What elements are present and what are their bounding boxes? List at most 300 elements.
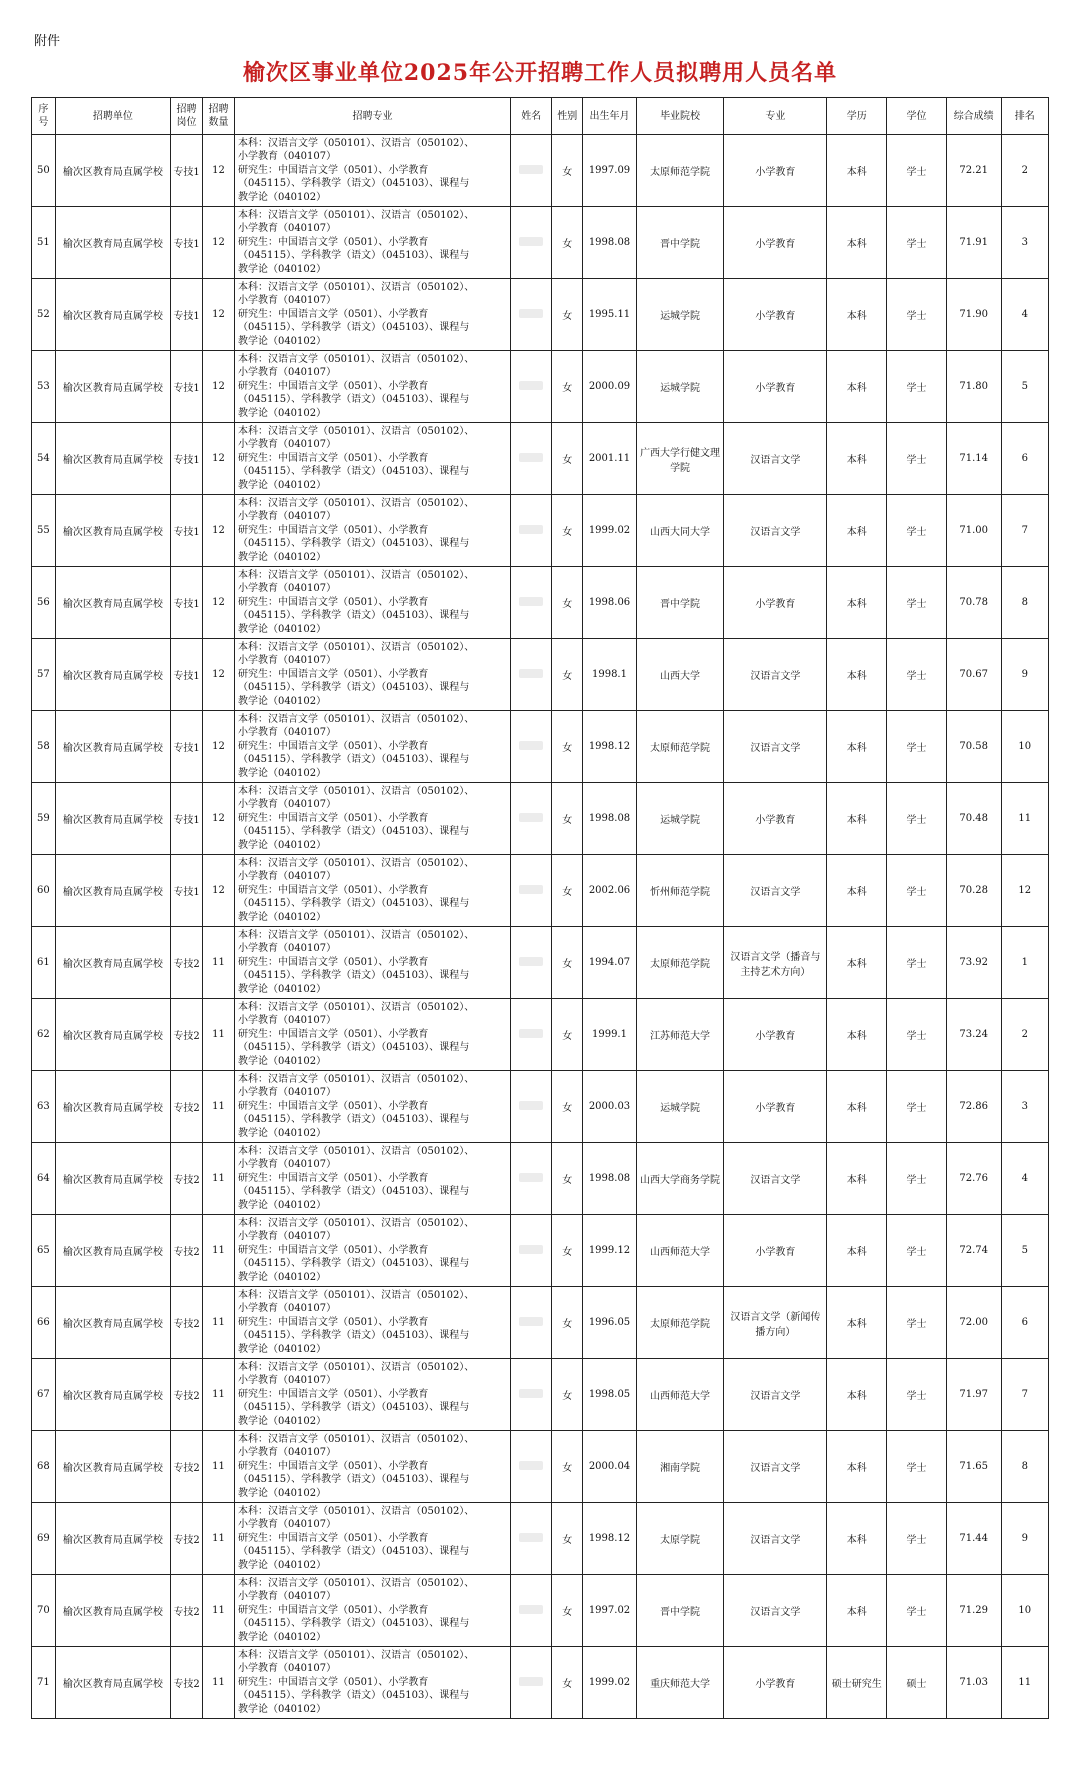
recruit-major-line: 教学论（040102）	[237, 1703, 327, 1715]
cell-seq: 61	[32, 927, 56, 999]
cell-rank: 7	[1001, 1359, 1049, 1431]
recruit-major-line: （045115）、学科教学（语文）（045103）、课程与	[237, 1546, 470, 1558]
recruit-major-line: （045115）、学科教学（语文）（045103）、课程与	[237, 682, 470, 694]
cell-gender: 女	[552, 1143, 583, 1215]
redacted-name	[519, 309, 543, 318]
cell-score: 71.00	[946, 495, 1001, 567]
cell-unit: 榆次区教育局直属学校	[55, 999, 170, 1071]
cell-name	[511, 1575, 552, 1647]
redacted-name	[519, 525, 543, 534]
cell-school: 湘南学院	[636, 1431, 724, 1503]
cell-major: 小学教育	[724, 1647, 827, 1719]
cell-unit: 榆次区教育局直属学校	[55, 495, 170, 567]
cell-school: 山西大同大学	[636, 495, 724, 567]
recruit-major-line: 研究生：中国语言文学（0501）、小学教育	[237, 1460, 429, 1472]
cell-major: 汉语言文学	[724, 1575, 827, 1647]
recruit-major-line: 小学教育（040107）	[237, 871, 337, 883]
cell-name	[511, 855, 552, 927]
cell-degree: 学士	[887, 711, 947, 783]
cell-degree: 学士	[887, 783, 947, 855]
table-row	[32, 135, 1049, 207]
cell-recruit-major	[234, 999, 510, 1071]
redacted-name	[519, 885, 543, 894]
cell-major: 汉语言文学	[724, 1143, 827, 1215]
cell-birth: 1997.09	[583, 135, 637, 207]
cell-count: 12	[203, 207, 235, 279]
cell-education: 本科	[827, 783, 887, 855]
cell-major: 汉语言文学	[724, 855, 827, 927]
cell-degree: 学士	[887, 855, 947, 927]
table-row	[32, 1071, 1049, 1143]
recruit-major-line: 研究生：中国语言文学（0501）、小学教育	[237, 524, 429, 536]
redacted-name	[519, 237, 543, 246]
cell-count: 11	[203, 1071, 235, 1143]
cell-gender: 女	[552, 423, 583, 495]
cell-education: 硕士研究生	[827, 1647, 887, 1719]
redacted-name	[519, 1101, 543, 1110]
redacted-name	[519, 1533, 543, 1542]
recruit-major-line: 研究生：中国语言文学（0501）、小学教育	[237, 812, 429, 824]
recruit-major-line: （045115）、学科教学（语文）（045103）、课程与	[237, 322, 470, 334]
cell-post: 专技2	[171, 1287, 203, 1359]
recruit-major-line: 本科：汉语言文学（050101）、汉语言（050102）、	[237, 1217, 475, 1229]
cell-degree: 学士	[887, 207, 947, 279]
cell-major: 小学教育	[724, 279, 827, 351]
cell-rank: 7	[1001, 495, 1049, 567]
cell-count: 12	[203, 639, 235, 711]
recruit-major-line: 研究生：中国语言文学（0501）、小学教育	[237, 164, 429, 176]
recruit-major-line: （045115）、学科教学（语文）（045103）、课程与	[237, 178, 470, 190]
recruit-major-line: 研究生：中国语言文学（0501）、小学教育	[237, 956, 429, 968]
recruit-major-line: 小学教育（040107）	[237, 1015, 337, 1027]
cell-rank: 4	[1001, 279, 1049, 351]
recruit-major-line: 小学教育（040107）	[237, 583, 337, 595]
cell-gender: 女	[552, 1503, 583, 1575]
table-row	[32, 1359, 1049, 1431]
cell-school: 晋中学院	[636, 1575, 724, 1647]
table-row	[32, 567, 1049, 639]
recruit-major-line: 教学论（040102）	[237, 1487, 327, 1499]
cell-education: 本科	[827, 711, 887, 783]
column-header-gender: 性别	[552, 98, 583, 135]
cell-gender: 女	[552, 1215, 583, 1287]
recruit-major-line: 本科：汉语言文学（050101）、汉语言（050102）、	[237, 857, 475, 869]
cell-birth: 2000.03	[583, 1071, 637, 1143]
cell-birth: 1998.1	[583, 639, 637, 711]
cell-name	[511, 351, 552, 423]
cell-post: 专技1	[171, 135, 203, 207]
recruit-major-line: （045115）、学科教学（语文）（045103）、课程与	[237, 1690, 470, 1702]
cell-rank: 10	[1001, 1575, 1049, 1647]
cell-education: 本科	[827, 1071, 887, 1143]
cell-education: 本科	[827, 351, 887, 423]
cell-education: 本科	[827, 1503, 887, 1575]
cell-school: 太原师范学院	[636, 927, 724, 999]
recruit-major-line: 研究生：中国语言文学（0501）、小学教育	[237, 668, 429, 680]
recruit-major-line: 小学教育（040107）	[237, 439, 337, 451]
recruit-major-line: 小学教育（040107）	[237, 1591, 337, 1603]
recruit-major-line: 教学论（040102）	[237, 1415, 327, 1427]
recruit-major-line: 研究生：中国语言文学（0501）、小学教育	[237, 740, 429, 752]
cell-score: 72.76	[946, 1143, 1001, 1215]
cell-seq: 69	[32, 1503, 56, 1575]
cell-seq: 62	[32, 999, 56, 1071]
cell-recruit-major	[234, 135, 510, 207]
column-header-count: 招聘数量	[203, 98, 235, 135]
cell-education: 本科	[827, 495, 887, 567]
cell-unit: 榆次区教育局直属学校	[55, 351, 170, 423]
cell-unit: 榆次区教育局直属学校	[55, 1071, 170, 1143]
cell-birth: 2002.06	[583, 855, 637, 927]
cell-seq: 51	[32, 207, 56, 279]
cell-birth: 1999.12	[583, 1215, 637, 1287]
cell-count: 11	[203, 1647, 235, 1719]
cell-education: 本科	[827, 135, 887, 207]
recruit-major-line: 本科：汉语言文学（050101）、汉语言（050102）、	[237, 1361, 475, 1373]
cell-post: 专技2	[171, 1143, 203, 1215]
cell-gender: 女	[552, 207, 583, 279]
cell-name	[511, 279, 552, 351]
cell-seq: 59	[32, 783, 56, 855]
recruit-major-line: 小学教育（040107）	[237, 223, 337, 235]
recruit-major-line: （045115）、学科教学（语文）（045103）、课程与	[237, 1474, 470, 1486]
redacted-name	[519, 741, 543, 750]
redacted-name	[519, 1317, 543, 1326]
cell-education: 本科	[827, 927, 887, 999]
column-header-post: 招聘岗位	[171, 98, 203, 135]
column-header-score: 综合成绩	[946, 98, 1001, 135]
cell-degree: 学士	[887, 1287, 947, 1359]
recruit-major-line: 本科：汉语言文学（050101）、汉语言（050102）、	[237, 1577, 475, 1589]
recruit-major-line: 本科：汉语言文学（050101）、汉语言（050102）、	[237, 497, 475, 509]
recruit-major-line: 教学论（040102）	[237, 191, 327, 203]
cell-degree: 学士	[887, 639, 947, 711]
cell-recruit-major	[234, 567, 510, 639]
column-header-unit: 招聘单位	[55, 98, 170, 135]
cell-birth: 1998.12	[583, 1503, 637, 1575]
cell-major: 小学教育	[724, 135, 827, 207]
cell-major: 汉语言文学	[724, 639, 827, 711]
cell-post: 专技1	[171, 279, 203, 351]
cell-seq: 58	[32, 711, 56, 783]
recruit-major-line: 小学教育（040107）	[237, 1663, 337, 1675]
table-row	[32, 1575, 1049, 1647]
cell-birth: 1999.02	[583, 495, 637, 567]
recruit-major-line: 教学论（040102）	[237, 1631, 327, 1643]
cell-seq: 63	[32, 1071, 56, 1143]
cell-school: 江苏师范大学	[636, 999, 724, 1071]
cell-seq: 68	[32, 1431, 56, 1503]
table-row	[32, 639, 1049, 711]
recruit-major-line: 本科：汉语言文学（050101）、汉语言（050102）、	[237, 785, 475, 797]
cell-name	[511, 567, 552, 639]
cell-school: 太原师范学院	[636, 711, 724, 783]
cell-name	[511, 207, 552, 279]
cell-gender: 女	[552, 1431, 583, 1503]
recruit-major-line: （045115）、学科教学（语文）（045103）、课程与	[237, 1402, 470, 1414]
cell-rank: 6	[1001, 1287, 1049, 1359]
cell-school: 晋中学院	[636, 207, 724, 279]
cell-rank: 10	[1001, 711, 1049, 783]
cell-post: 专技2	[171, 1215, 203, 1287]
cell-degree: 学士	[887, 495, 947, 567]
column-header-recruit-major: 招聘专业	[234, 98, 510, 135]
cell-unit: 榆次区教育局直属学校	[55, 927, 170, 999]
cell-recruit-major	[234, 711, 510, 783]
cell-birth: 1997.02	[583, 1575, 637, 1647]
cell-gender: 女	[552, 351, 583, 423]
cell-seq: 54	[32, 423, 56, 495]
recruit-major-line: 小学教育（040107）	[237, 1447, 337, 1459]
cell-birth: 2001.11	[583, 423, 637, 495]
redacted-name	[519, 1245, 543, 1254]
cell-birth: 1998.12	[583, 711, 637, 783]
cell-count: 11	[203, 1287, 235, 1359]
cell-birth: 2000.09	[583, 351, 637, 423]
cell-major: 小学教育	[724, 567, 827, 639]
cell-count: 12	[203, 495, 235, 567]
cell-count: 12	[203, 279, 235, 351]
cell-birth: 1999.02	[583, 1647, 637, 1719]
recruit-major-line: 教学论（040102）	[237, 479, 327, 491]
cell-rank: 2	[1001, 135, 1049, 207]
cell-school: 运城学院	[636, 351, 724, 423]
cell-score: 70.78	[946, 567, 1001, 639]
cell-degree: 学士	[887, 423, 947, 495]
cell-unit: 榆次区教育局直属学校	[55, 135, 170, 207]
recruit-major-line: 本科：汉语言文学（050101）、汉语言（050102）、	[237, 1649, 475, 1661]
cell-degree: 学士	[887, 135, 947, 207]
cell-unit: 榆次区教育局直属学校	[55, 1143, 170, 1215]
cell-gender: 女	[552, 711, 583, 783]
recruit-major-line: 研究生：中国语言文学（0501）、小学教育	[237, 1028, 429, 1040]
cell-birth: 1998.05	[583, 1359, 637, 1431]
recruit-major-line: 小学教育（040107）	[237, 367, 337, 379]
document-title: 榆次区事业单位2025年公开招聘工作人员拟聘用人员名单	[242, 60, 838, 86]
cell-score: 72.00	[946, 1287, 1001, 1359]
cell-birth: 1994.07	[583, 927, 637, 999]
cell-major: 小学教育	[724, 999, 827, 1071]
recruit-major-line: 本科：汉语言文学（050101）、汉语言（050102）、	[237, 281, 475, 293]
cell-score: 71.97	[946, 1359, 1001, 1431]
cell-count: 11	[203, 1431, 235, 1503]
cell-score: 72.74	[946, 1215, 1001, 1287]
cell-school: 运城学院	[636, 1071, 724, 1143]
cell-unit: 榆次区教育局直属学校	[55, 711, 170, 783]
cell-education: 本科	[827, 279, 887, 351]
recruit-major-line: 研究生：中国语言文学（0501）、小学教育	[237, 1676, 429, 1688]
cell-education: 本科	[827, 639, 887, 711]
recruit-major-line: （045115）、学科教学（语文）（045103）、课程与	[237, 1114, 470, 1126]
recruit-major-line: 研究生：中国语言文学（0501）、小学教育	[237, 1604, 429, 1616]
recruit-major-line: （045115）、学科教学（语文）（045103）、课程与	[237, 826, 470, 838]
cell-seq: 60	[32, 855, 56, 927]
cell-recruit-major	[234, 1359, 510, 1431]
cell-major: 汉语言文学	[724, 1431, 827, 1503]
cell-post: 专技2	[171, 999, 203, 1071]
column-header-birth: 出生年月	[583, 98, 637, 135]
table-row	[32, 1215, 1049, 1287]
cell-post: 专技2	[171, 1647, 203, 1719]
recruit-major-line: 小学教育（040107）	[237, 727, 337, 739]
cell-name	[511, 927, 552, 999]
cell-degree: 学士	[887, 1143, 947, 1215]
cell-recruit-major	[234, 783, 510, 855]
cell-seq: 56	[32, 567, 56, 639]
cell-rank: 3	[1001, 1071, 1049, 1143]
cell-birth: 1999.1	[583, 999, 637, 1071]
cell-education: 本科	[827, 567, 887, 639]
redacted-name	[519, 1461, 543, 1470]
cell-rank: 9	[1001, 1503, 1049, 1575]
cell-count: 12	[203, 423, 235, 495]
recruit-major-line: （045115）、学科教学（语文）（045103）、课程与	[237, 1042, 470, 1054]
cell-school: 重庆师范大学	[636, 1647, 724, 1719]
table-row	[32, 927, 1049, 999]
cell-count: 11	[203, 999, 235, 1071]
cell-name	[511, 783, 552, 855]
cell-education: 本科	[827, 207, 887, 279]
recruit-major-line: （045115）、学科教学（语文）（045103）、课程与	[237, 1186, 470, 1198]
column-header-seq: 序号	[32, 98, 56, 135]
roster-table	[31, 97, 1049, 1719]
cell-recruit-major	[234, 495, 510, 567]
cell-post: 专技1	[171, 855, 203, 927]
recruit-major-line: 小学教育（040107）	[237, 1087, 337, 1099]
cell-school: 忻州师范学院	[636, 855, 724, 927]
cell-recruit-major	[234, 1143, 510, 1215]
cell-post: 专技1	[171, 351, 203, 423]
cell-education: 本科	[827, 1359, 887, 1431]
table-row	[32, 495, 1049, 567]
cell-post: 专技1	[171, 567, 203, 639]
cell-unit: 榆次区教育局直属学校	[55, 1647, 170, 1719]
cell-school: 广西大学行健文理学院	[636, 423, 724, 495]
cell-score: 70.58	[946, 711, 1001, 783]
cell-score: 73.24	[946, 999, 1001, 1071]
cell-gender: 女	[552, 567, 583, 639]
recruit-major-line: 研究生：中国语言文学（0501）、小学教育	[237, 1388, 429, 1400]
recruit-major-line: （045115）、学科教学（语文）（045103）、课程与	[237, 970, 470, 982]
cell-name	[511, 1431, 552, 1503]
recruit-major-line: 教学论（040102）	[237, 263, 327, 275]
cell-post: 专技2	[171, 1503, 203, 1575]
recruit-major-line: 教学论（040102）	[237, 1199, 327, 1211]
cell-major: 汉语言文学	[724, 711, 827, 783]
cell-education: 本科	[827, 855, 887, 927]
redacted-name	[519, 669, 543, 678]
cell-rank: 4	[1001, 1143, 1049, 1215]
redacted-name	[519, 1173, 543, 1182]
cell-education: 本科	[827, 1287, 887, 1359]
table-row	[32, 855, 1049, 927]
recruit-major-line: 小学教育（040107）	[237, 511, 337, 523]
cell-unit: 榆次区教育局直属学校	[55, 1287, 170, 1359]
recruit-major-line: 本科：汉语言文学（050101）、汉语言（050102）、	[237, 1505, 475, 1517]
recruit-major-line: 教学论（040102）	[237, 983, 327, 995]
cell-seq: 50	[32, 135, 56, 207]
cell-count: 11	[203, 927, 235, 999]
recruit-major-line: 本科：汉语言文学（050101）、汉语言（050102）、	[237, 425, 475, 437]
recruit-major-line: 小学教育（040107）	[237, 1375, 337, 1387]
cell-name	[511, 1287, 552, 1359]
cell-post: 专技2	[171, 1071, 203, 1143]
cell-major: 汉语言文学（播音与主持艺术方向）	[724, 927, 827, 999]
cell-recruit-major	[234, 1287, 510, 1359]
recruit-major-line: 本科：汉语言文学（050101）、汉语言（050102）、	[237, 353, 475, 365]
recruit-major-line: 研究生：中国语言文学（0501）、小学教育	[237, 1244, 429, 1256]
recruit-major-line: 本科：汉语言文学（050101）、汉语言（050102）、	[237, 569, 475, 581]
recruit-major-line: 教学论（040102）	[237, 1055, 327, 1067]
redacted-name	[519, 381, 543, 390]
recruit-major-line: 研究生：中国语言文学（0501）、小学教育	[237, 380, 429, 392]
cell-score: 70.28	[946, 855, 1001, 927]
cell-seq: 67	[32, 1359, 56, 1431]
cell-rank: 3	[1001, 207, 1049, 279]
recruit-major-line: 小学教育（040107）	[237, 1159, 337, 1171]
cell-score: 71.90	[946, 279, 1001, 351]
cell-major: 小学教育	[724, 351, 827, 423]
table-row	[32, 1431, 1049, 1503]
cell-degree: 学士	[887, 1071, 947, 1143]
recruit-major-line: 教学论（040102）	[237, 695, 327, 707]
cell-degree: 学士	[887, 1575, 947, 1647]
cell-seq: 57	[32, 639, 56, 711]
recruit-major-line: 研究生：中国语言文学（0501）、小学教育	[237, 452, 429, 464]
recruit-major-line: （045115）、学科教学（语文）（045103）、课程与	[237, 610, 470, 622]
recruit-major-line: 小学教育（040107）	[237, 1231, 337, 1243]
table-row	[32, 783, 1049, 855]
cell-unit: 榆次区教育局直属学校	[55, 423, 170, 495]
recruit-major-line: 研究生：中国语言文学（0501）、小学教育	[237, 596, 429, 608]
cell-unit: 榆次区教育局直属学校	[55, 207, 170, 279]
table-row	[32, 351, 1049, 423]
column-header-rank: 排名	[1001, 98, 1049, 135]
cell-degree: 学士	[887, 1215, 947, 1287]
cell-degree: 硕士	[887, 1647, 947, 1719]
recruit-major-line: （045115）、学科教学（语文）（045103）、课程与	[237, 538, 470, 550]
recruit-major-line: 小学教育（040107）	[237, 1303, 337, 1315]
recruit-major-line: 本科：汉语言文学（050101）、汉语言（050102）、	[237, 137, 475, 149]
column-header-edu: 学历	[827, 98, 887, 135]
redacted-name	[519, 165, 543, 174]
cell-seq: 64	[32, 1143, 56, 1215]
cell-gender: 女	[552, 135, 583, 207]
recruit-major-line: 小学教育（040107）	[237, 799, 337, 811]
cell-count: 11	[203, 1575, 235, 1647]
cell-major: 汉语言文学（新闻传播方向）	[724, 1287, 827, 1359]
cell-post: 专技1	[171, 783, 203, 855]
cell-score: 70.67	[946, 639, 1001, 711]
recruit-major-line: 小学教育（040107）	[237, 151, 337, 163]
cell-gender: 女	[552, 639, 583, 711]
recruit-major-line: 教学论（040102）	[237, 1559, 327, 1571]
cell-degree: 学士	[887, 927, 947, 999]
cell-unit: 榆次区教育局直属学校	[55, 639, 170, 711]
cell-degree: 学士	[887, 351, 947, 423]
cell-gender: 女	[552, 783, 583, 855]
cell-birth: 1996.05	[583, 1287, 637, 1359]
cell-post: 专技2	[171, 927, 203, 999]
cell-score: 71.29	[946, 1575, 1001, 1647]
recruit-major-line: 研究生：中国语言文学（0501）、小学教育	[237, 1172, 429, 1184]
recruit-major-line: 本科：汉语言文学（050101）、汉语言（050102）、	[237, 1289, 475, 1301]
cell-degree: 学士	[887, 279, 947, 351]
redacted-name	[519, 1677, 543, 1686]
cell-name	[511, 1071, 552, 1143]
cell-seq: 53	[32, 351, 56, 423]
cell-rank: 11	[1001, 783, 1049, 855]
